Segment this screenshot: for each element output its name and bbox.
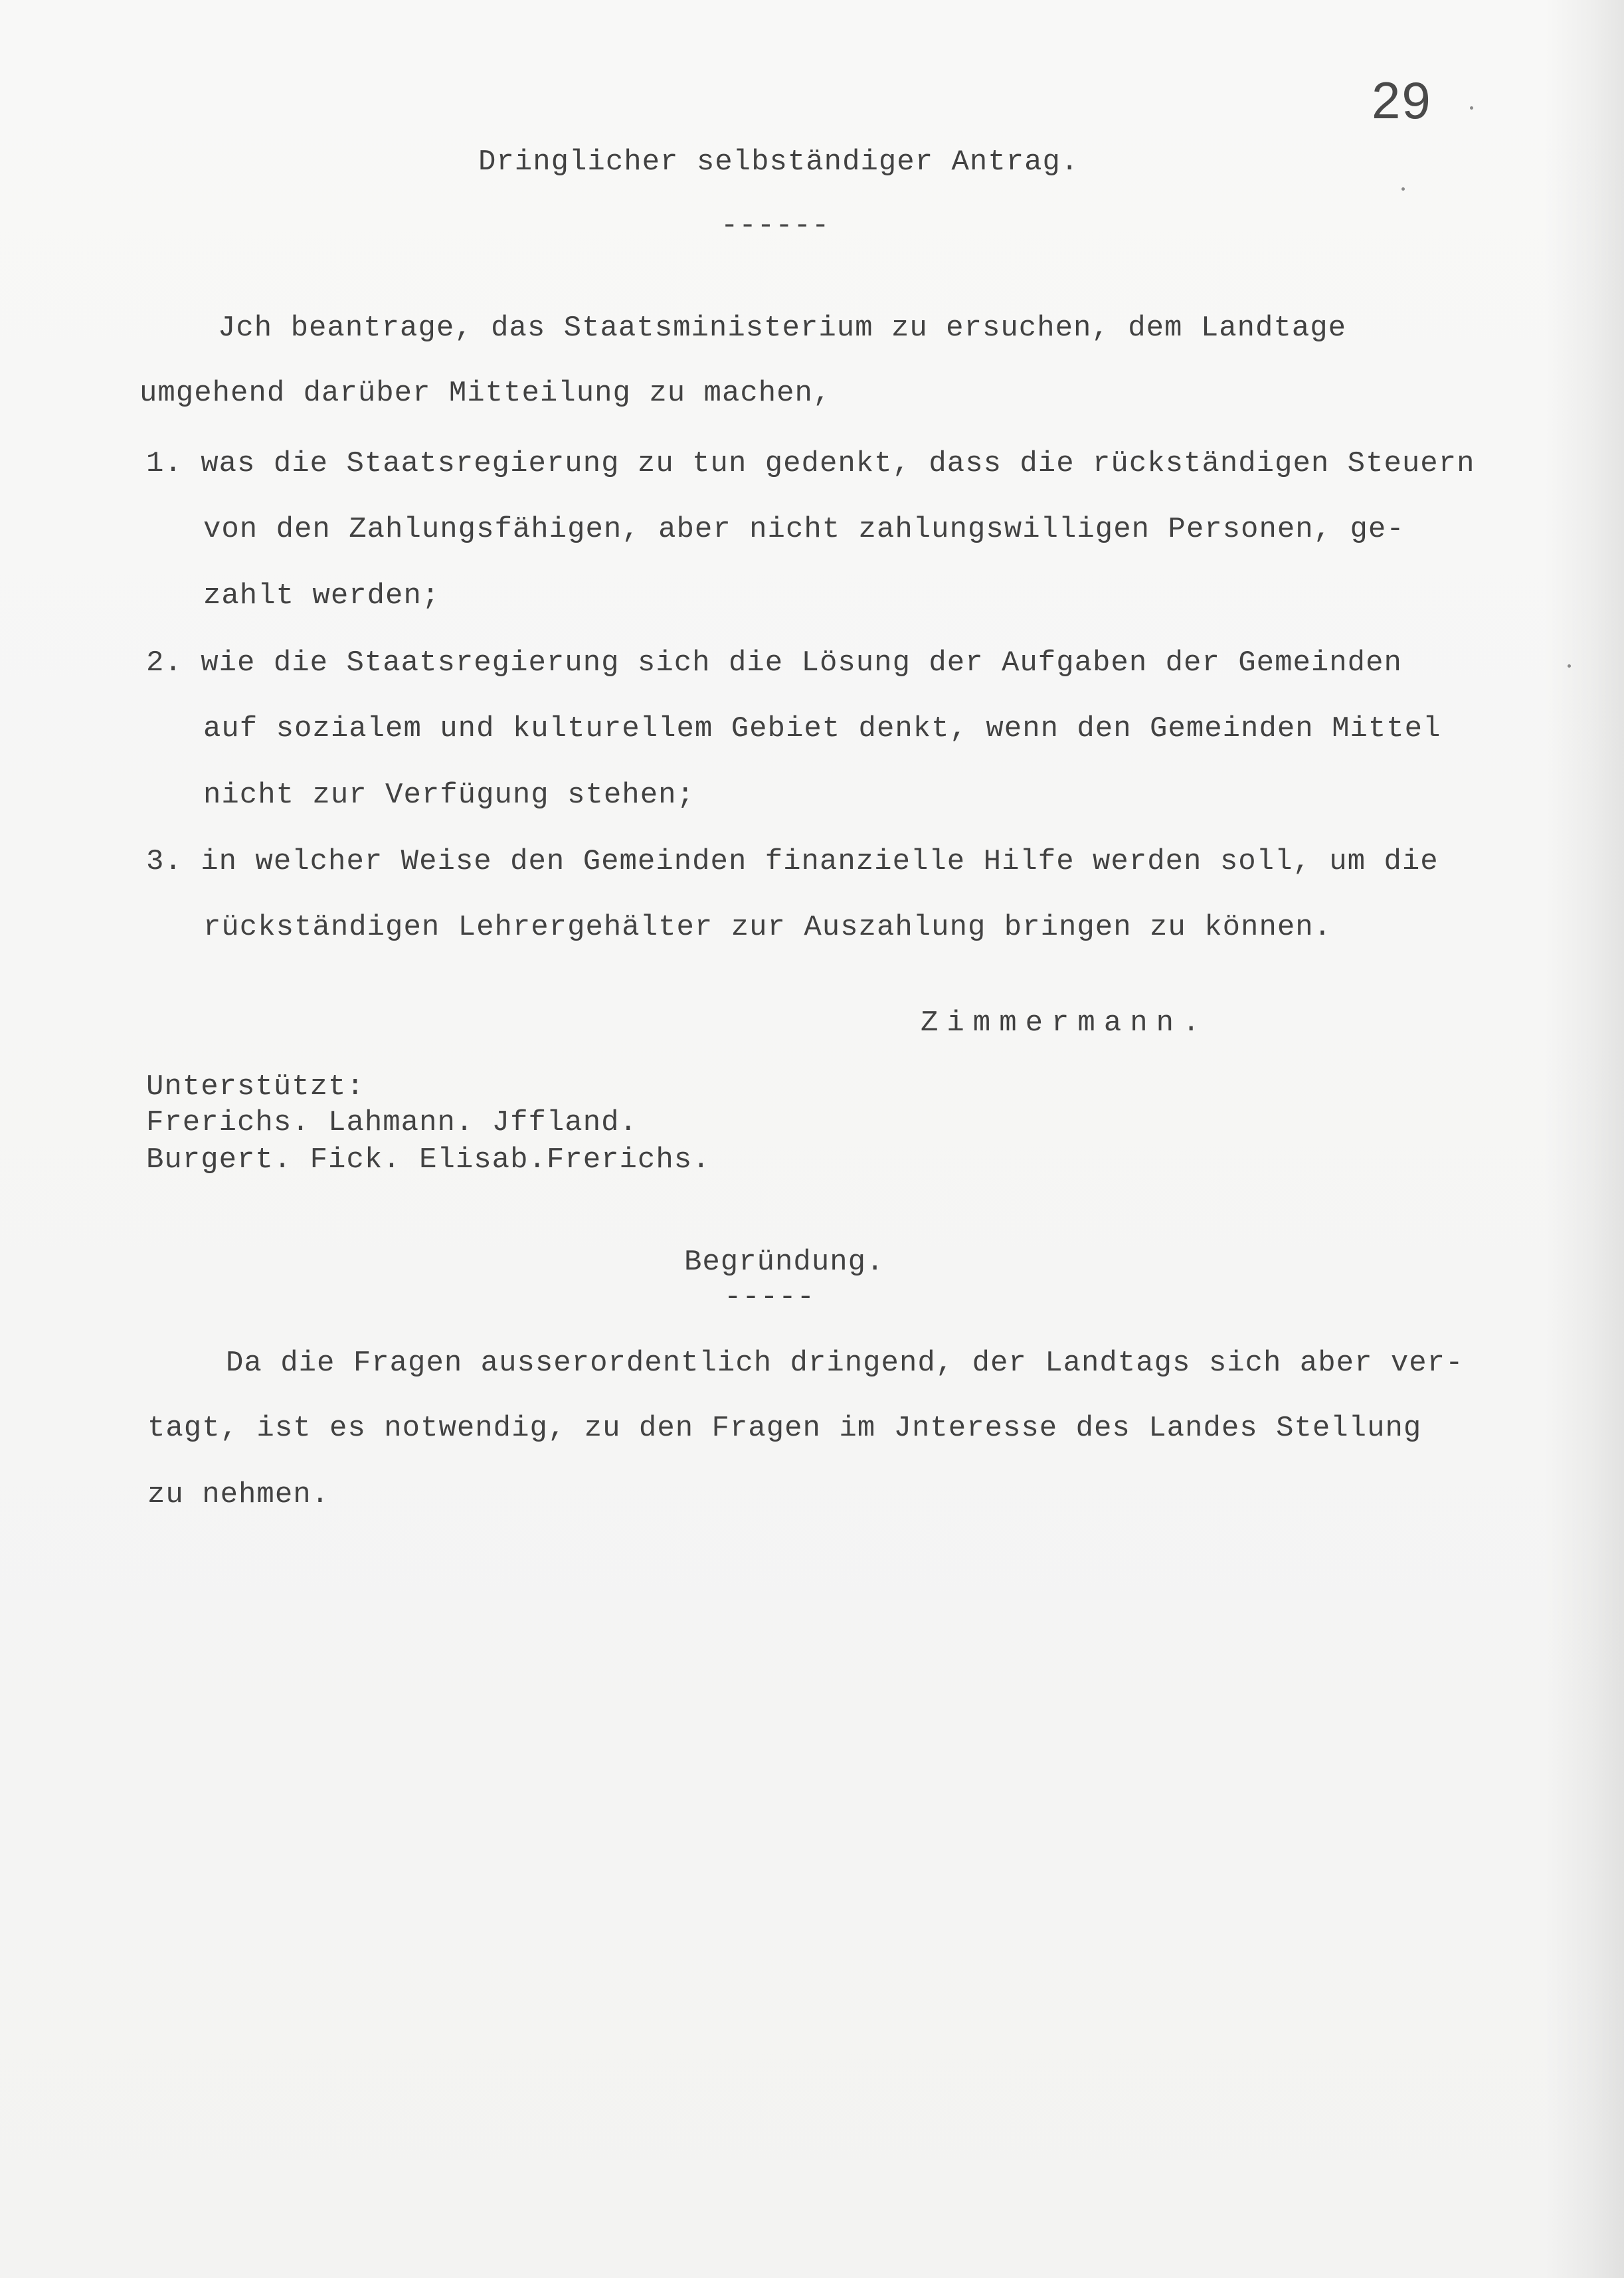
item-3-line-1: 3. in welcher Weise den Gemeinden finanzielle Hilfe werden soll, um die (146, 845, 1439, 878)
justification-heading: Begründung. (684, 1246, 885, 1279)
item-3-line-2: rückständigen Lehrergehälter zur Auszahlung bringen zu können. (203, 911, 1332, 944)
item-1-line-1: 1. was die Staatsregierung zu tun gedenkt, dass die rückständigen Steuern (146, 447, 1475, 480)
paper-speck (1401, 187, 1405, 191)
title-rule: ------ (721, 209, 830, 242)
document-title: Dringlicher selbständiger Antrag. (478, 145, 1079, 179)
justification-line-1: Da die Fragen ausserordentlich dringend, der Landtags sich aber ver- (226, 1347, 1464, 1380)
item-2-line-3: nicht zur Verfügung stehen; (203, 779, 695, 812)
justification-line-2: tagt, ist es notwendig, zu den Fragen im Jnteresse des Landes Stellung (147, 1412, 1422, 1445)
justification-line-3: zu nehmen. (147, 1478, 330, 1511)
item-2-line-1: 2. wie die Staatsregierung sich die Lösung der Aufgaben der Gemeinden (146, 646, 1402, 680)
paper-speck (1568, 664, 1571, 668)
signature: Zimmermann. (921, 1006, 1209, 1040)
item-1-line-2: von den Zahlungsfähigen, aber nicht zahlungswilligen Personen, ge- (203, 513, 1405, 546)
supporters-heading: Unterstützt: (146, 1070, 365, 1103)
supporters-line-1: Frerichs. Lahmann. Jffland. (146, 1106, 638, 1139)
supporters-line-2: Burgert. Fick. Elisab.Frerichs. (146, 1143, 711, 1177)
item-2-line-2: auf sozialem und kulturellem Gebiet denkt, wenn den Gemeinden Mittel (203, 712, 1441, 745)
paper-speck (1470, 106, 1473, 110)
justification-rule: ----- (724, 1281, 816, 1314)
page-edge-shadow (1544, 0, 1624, 2278)
request-line-1: Jch beantrage, das Staatsministerium zu ersuchen, dem Landtage (218, 312, 1347, 345)
page-number: 29 (1372, 71, 1432, 130)
request-line-2: umgehend darüber Mitteilung zu machen, (139, 377, 832, 410)
item-1-line-3: zahlt werden; (203, 579, 440, 613)
